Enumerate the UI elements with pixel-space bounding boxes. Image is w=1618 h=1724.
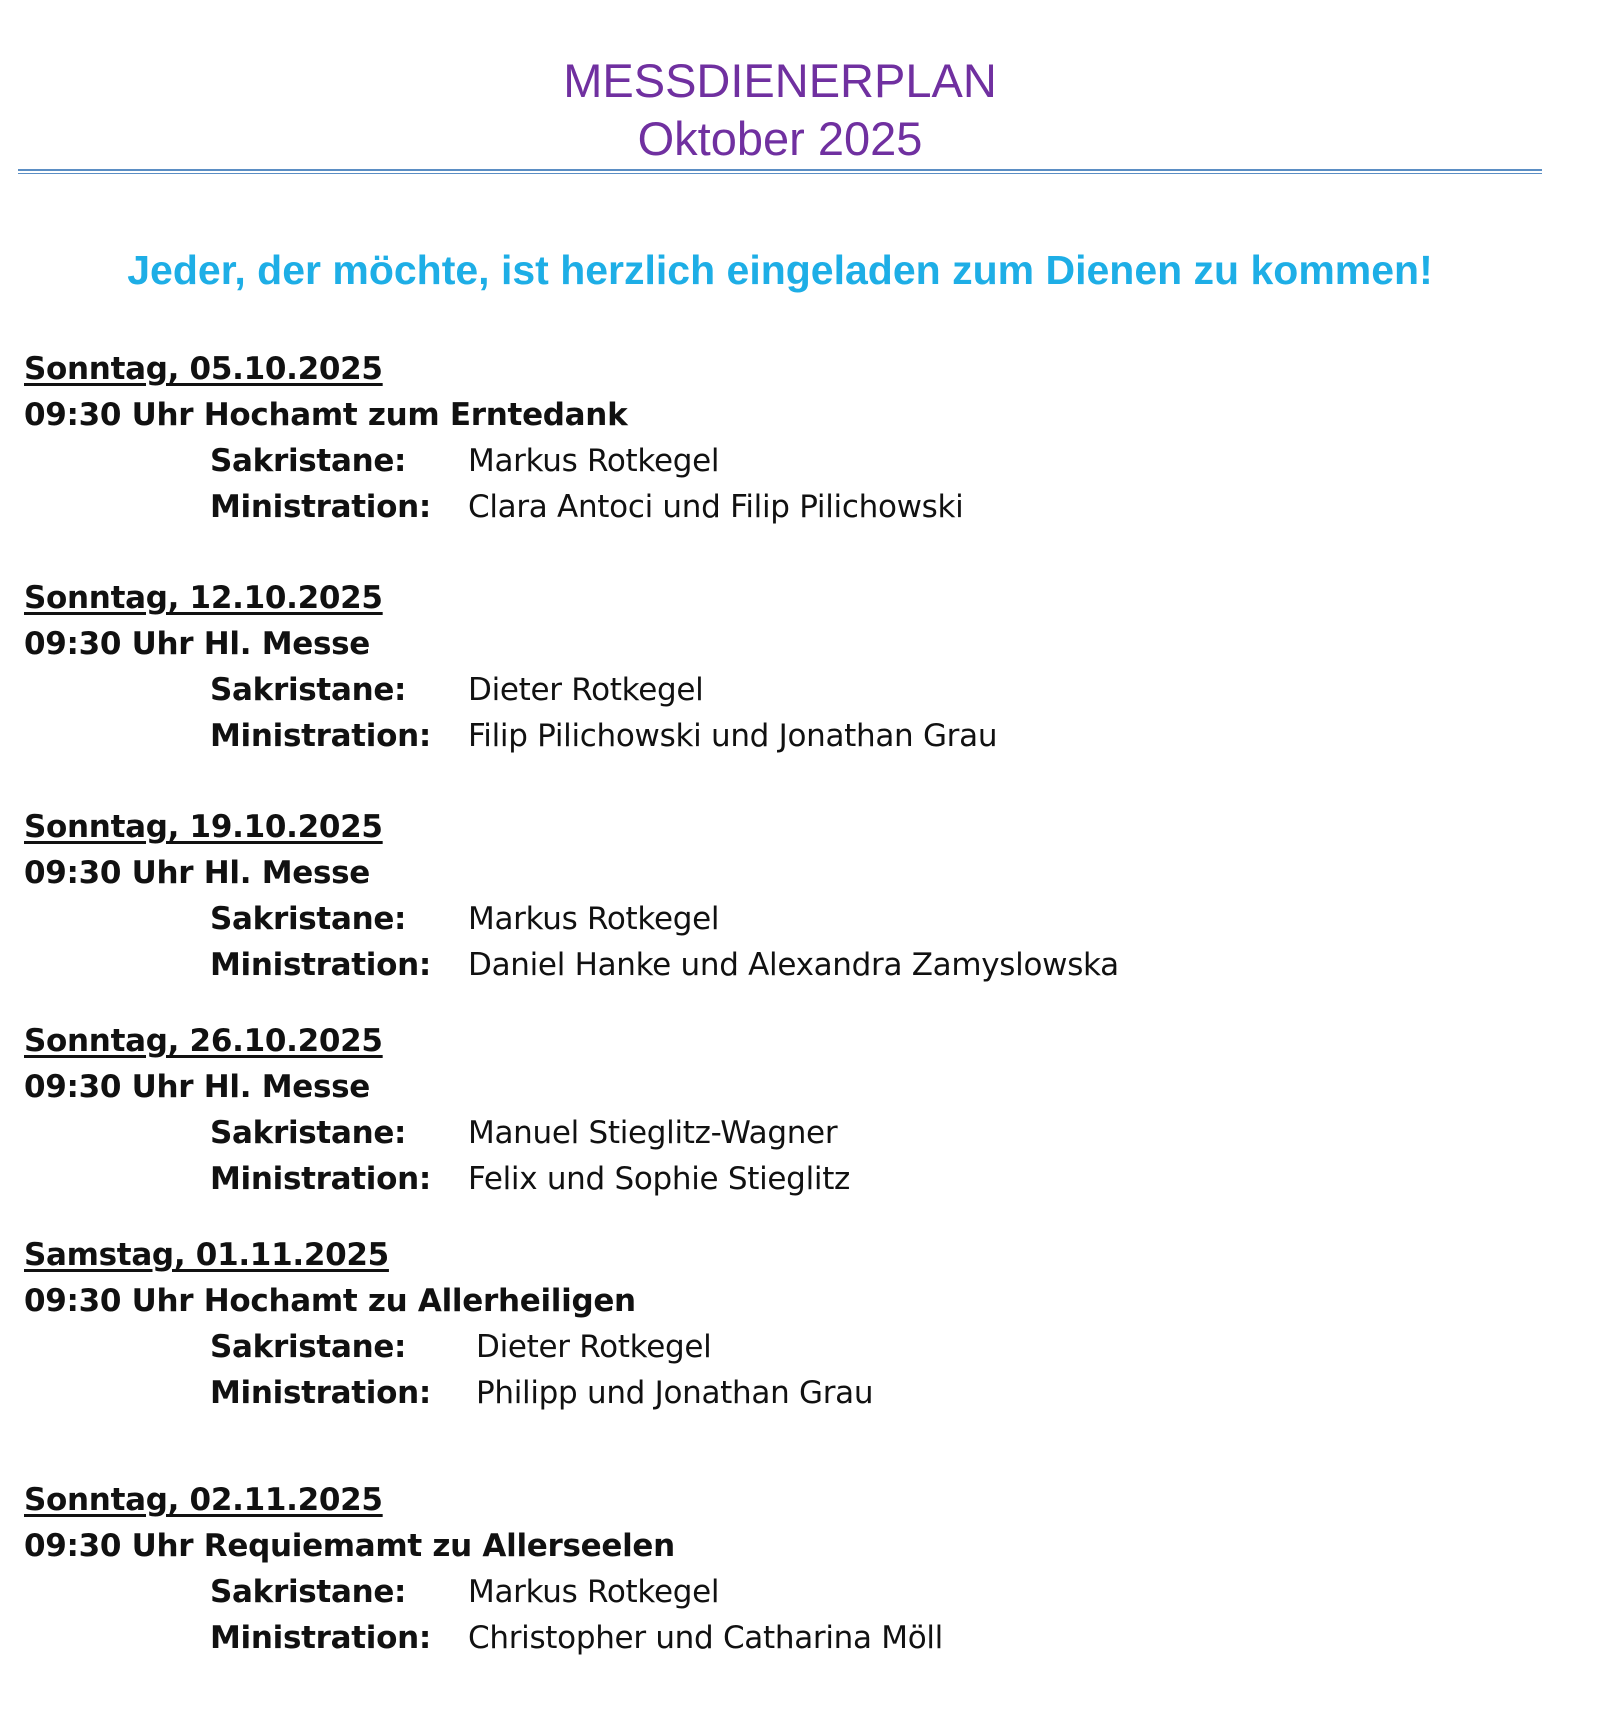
- entry-date: Sonntag, 19.10.2025: [24, 809, 383, 845]
- invitation-text: Jeder, der möchte, ist herzlich eingeladen zum Dienen zu kommen!: [127, 247, 1433, 293]
- sakristane-label: Sakristane:: [210, 1115, 407, 1151]
- ministration-row: [24, 1156, 851, 1202]
- ministration-label: Ministration:: [210, 1620, 431, 1656]
- sakristane-label: Sakristane:: [210, 901, 407, 937]
- entry-date: Sonntag, 26.10.2025: [24, 1023, 383, 1059]
- header-divider: [18, 169, 1542, 171]
- ministration-value: Christopher und Catharina Möll: [468, 1620, 943, 1656]
- ministration-value: Daniel Hanke und Alexandra Zamyslowska: [468, 947, 1119, 983]
- sakristane-value: Markus Rotkegel: [468, 1574, 720, 1610]
- entry-date: Samstag, 01.11.2025: [24, 1237, 389, 1273]
- entry-service: 09:30 Uhr Hochamt zum Erntedank: [24, 397, 628, 433]
- ministration-label: Ministration:: [210, 718, 431, 754]
- ministration-label: Ministration:: [210, 1161, 431, 1197]
- schedule-entry: [24, 804, 1119, 988]
- schedule-entry: [24, 1232, 874, 1416]
- sakristane-label: Sakristane:: [210, 672, 407, 708]
- ministration-value: Clara Antoci und Filip Pilichowski: [468, 489, 964, 525]
- sakristane-row: [24, 667, 704, 713]
- ministration-value: Filip Pilichowski und Jonathan Grau: [468, 718, 998, 754]
- schedule-entry: [24, 346, 964, 530]
- header-divider-thin: [18, 173, 1542, 174]
- sakristane-label: Sakristane:: [210, 1329, 407, 1365]
- ministration-row: [24, 1370, 874, 1416]
- sakristane-row: [24, 1324, 712, 1370]
- sakristane-value: Manuel Stieglitz-Wagner: [468, 1115, 838, 1151]
- sakristane-label: Sakristane:: [210, 1574, 407, 1610]
- schedule-entry: [24, 1477, 943, 1661]
- page-subtitle: Oktober 2025: [637, 112, 923, 165]
- sakristane-value: Dieter Rotkegel: [476, 1329, 712, 1365]
- page-title: MESSDIENERPLAN: [563, 54, 997, 107]
- schedule-entry: [24, 1018, 851, 1202]
- entry-date: Sonntag, 02.11.2025: [24, 1482, 383, 1518]
- sakristane-row: [24, 438, 720, 484]
- ministration-label: Ministration:: [210, 1375, 431, 1411]
- entry-date: Sonntag, 12.10.2025: [24, 580, 383, 616]
- sakristane-row: [24, 896, 720, 942]
- entry-service: 09:30 Uhr Requiemamt zu Allerseelen: [24, 1528, 675, 1564]
- ministration-row: [24, 942, 1119, 988]
- sakristane-value: Markus Rotkegel: [468, 443, 720, 479]
- sakristane-value: Markus Rotkegel: [468, 901, 720, 937]
- schedule-entry: [24, 575, 998, 759]
- sakristane-row: [24, 1569, 720, 1615]
- entry-service: 09:30 Uhr Hl. Messe: [24, 1069, 371, 1105]
- sakristane-row: [24, 1110, 838, 1156]
- page-header: [0, 52, 1560, 168]
- sakristane-value: Dieter Rotkegel: [468, 672, 704, 708]
- entry-service: 09:30 Uhr Hl. Messe: [24, 626, 371, 662]
- entry-date: Sonntag, 05.10.2025: [24, 351, 383, 387]
- ministration-row: [24, 713, 998, 759]
- ministration-label: Ministration:: [210, 489, 431, 525]
- ministration-row: [24, 484, 964, 530]
- sakristane-label: Sakristane:: [210, 443, 407, 479]
- ministration-row: [24, 1615, 943, 1661]
- ministration-value: Felix und Sophie Stieglitz: [468, 1161, 851, 1197]
- ministration-label: Ministration:: [210, 947, 431, 983]
- entry-service: 09:30 Uhr Hochamt zu Allerheiligen: [24, 1283, 636, 1319]
- entry-service: 09:30 Uhr Hl. Messe: [24, 855, 371, 891]
- ministration-value: Philipp und Jonathan Grau: [476, 1375, 874, 1411]
